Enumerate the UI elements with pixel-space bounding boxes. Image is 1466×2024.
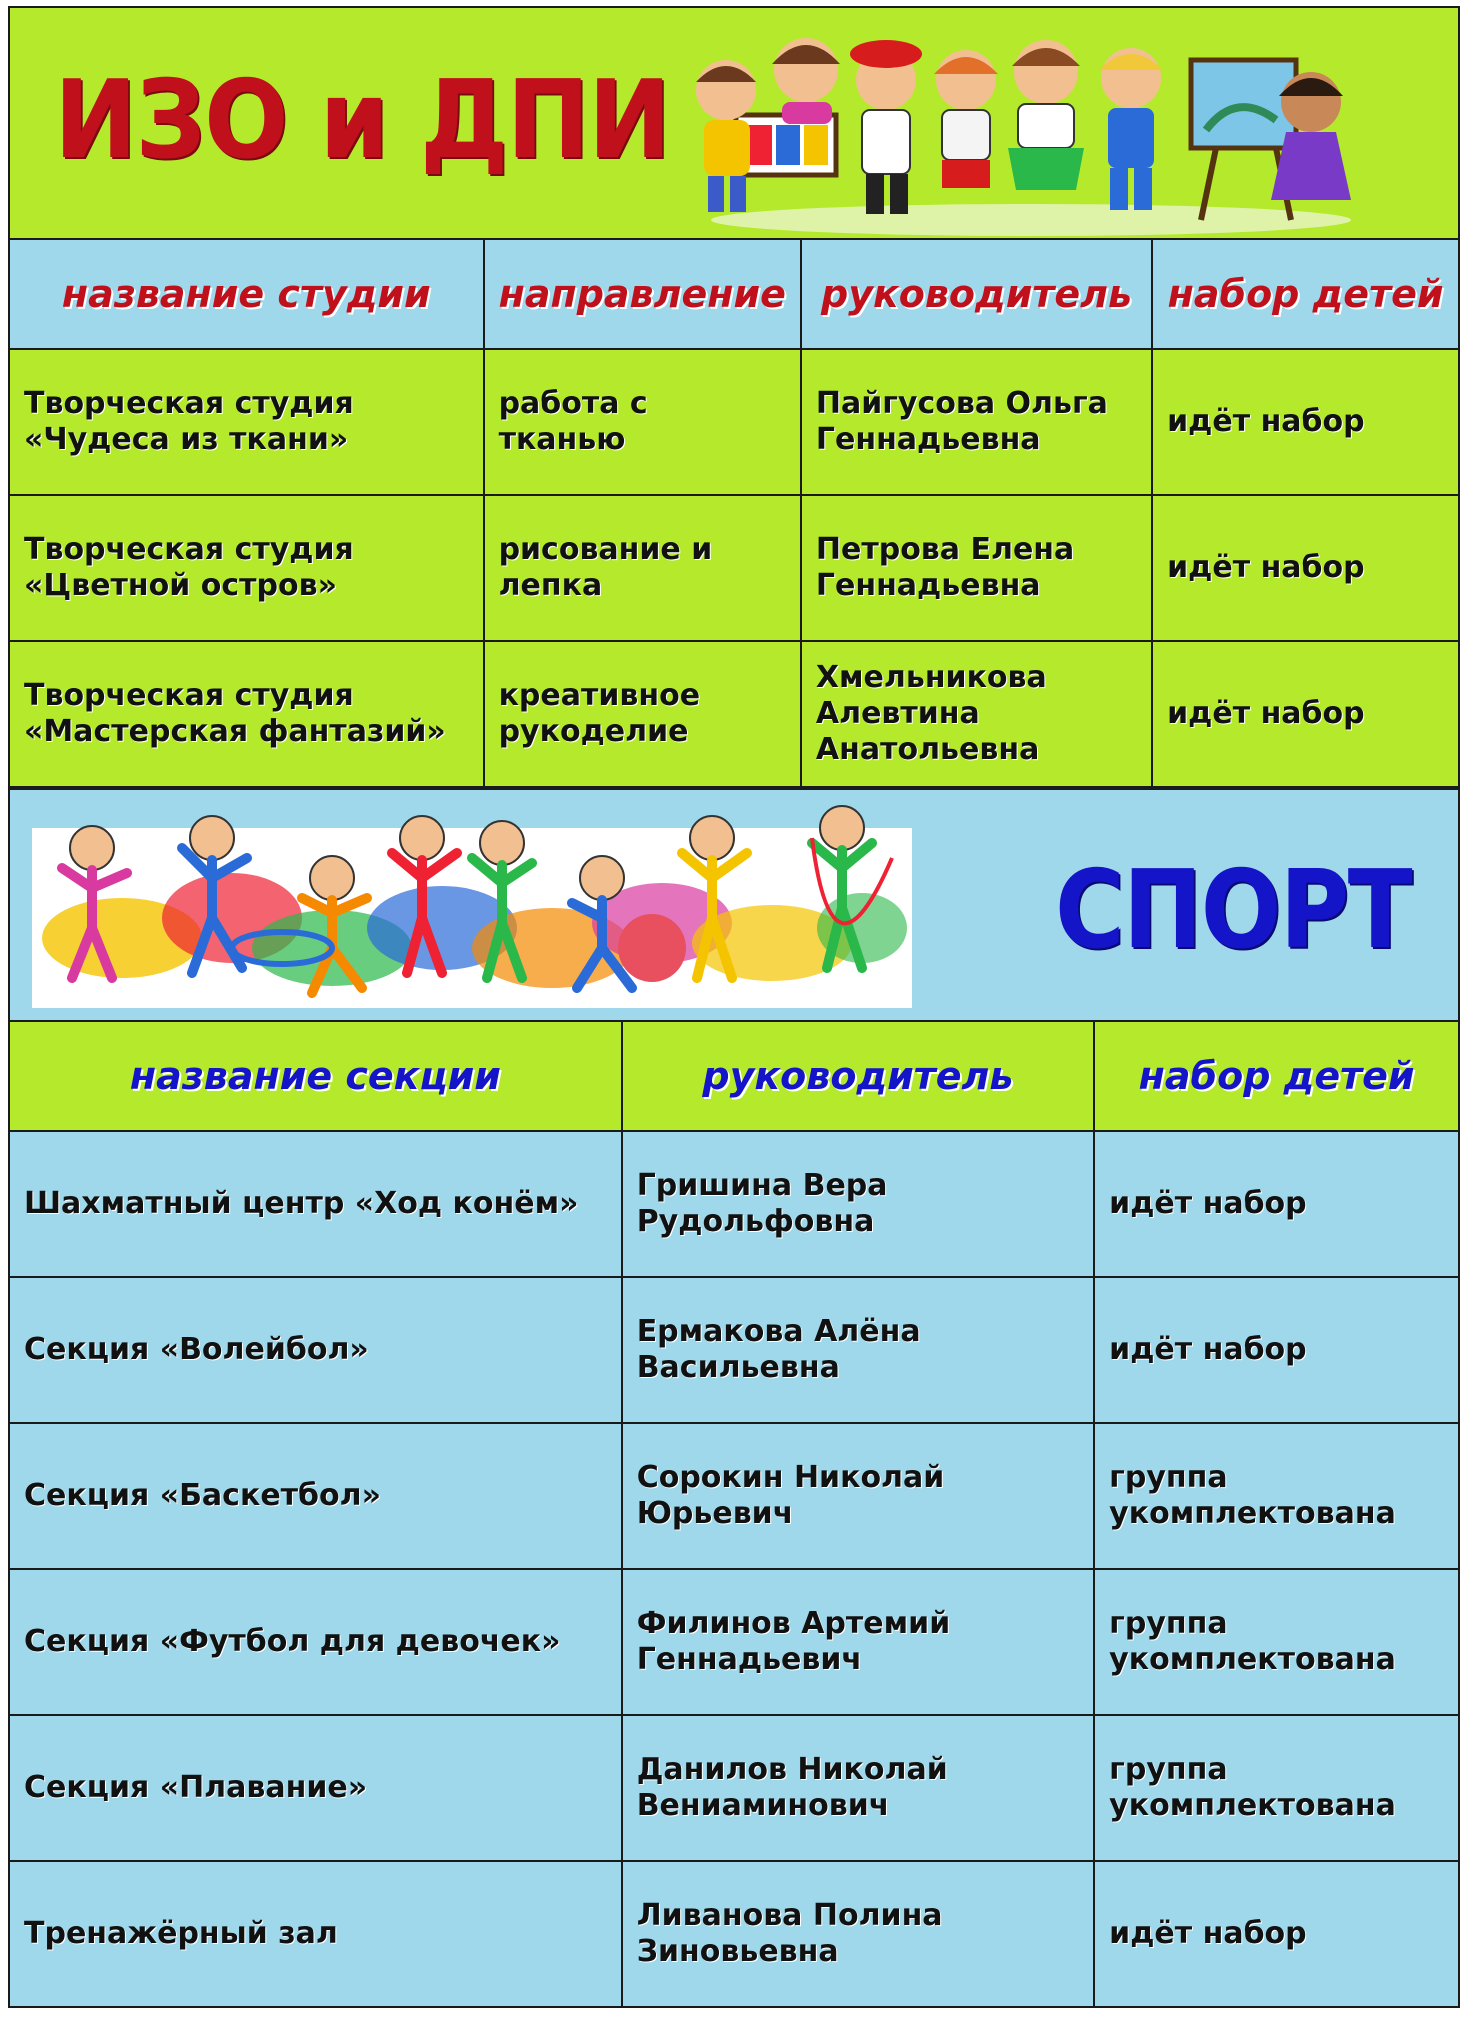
section-name: Секция «Плавание» <box>9 1715 622 1861</box>
section-status: идёт набор <box>1094 1861 1459 2007</box>
art-table-header <box>9 239 1459 349</box>
section-leader: Гришина Вера Рудольфовна <box>622 1131 1094 1277</box>
studio-status: идёт набор <box>1152 641 1459 787</box>
table-row <box>9 349 1459 495</box>
table-row <box>9 1569 1459 1715</box>
table-row <box>9 1277 1459 1423</box>
studio-name: Творческая студия «Мастерская фантазий» <box>9 641 484 787</box>
section-status: группа укомплектована <box>1094 1715 1459 1861</box>
art-banner <box>8 6 1460 240</box>
studio-status: идёт набор <box>1152 495 1459 641</box>
studio-name: Творческая студия «Цветной остров» <box>9 495 484 641</box>
section-name: Шахматный центр «Ход конём» <box>9 1131 622 1277</box>
kids-artists-clipart <box>686 20 1376 238</box>
section-leader: Ермакова Алёна Васильевна <box>622 1277 1094 1423</box>
table-row <box>9 1423 1459 1569</box>
header-studio-name: название студии <box>9 239 484 349</box>
section-name: Секция «Баскетбол» <box>9 1423 622 1569</box>
section-status: группа укомплектована <box>1094 1569 1459 1715</box>
section-leader: Сорокин Николай Юрьевич <box>622 1423 1094 1569</box>
table-row <box>9 1715 1459 1861</box>
studio-leader: Петрова Елена Геннадьевна <box>801 495 1152 641</box>
studio-direction: креативное рукоделие <box>484 641 801 787</box>
table-row <box>9 495 1459 641</box>
section-leader: Данилов Николай Вениаминович <box>622 1715 1094 1861</box>
page <box>8 6 1460 2016</box>
section-status: группа укомплектована <box>1094 1423 1459 1569</box>
header-leader: руководитель <box>801 239 1152 349</box>
table-row <box>9 1131 1459 1277</box>
kids-sports-paint-splash-clipart <box>32 798 912 1016</box>
studio-leader: Хмельникова Алевтина Анатольевна <box>801 641 1152 787</box>
section-leader: Ливанова Полина Зиновьевна <box>622 1861 1094 2007</box>
studio-name: Творческая студия «Чудеса из ткани» <box>9 349 484 495</box>
header-enrollment: набор детей <box>1152 239 1459 349</box>
studio-leader: Пайгусова Ольга Геннадьевна <box>801 349 1152 495</box>
sport-table <box>8 1020 1460 2008</box>
studio-direction: рисование и лепка <box>484 495 801 641</box>
section-status: идёт набор <box>1094 1277 1459 1423</box>
header-leader: руководитель <box>622 1021 1094 1131</box>
section-leader: Филинов Артемий Геннадьевич <box>622 1569 1094 1715</box>
header-enrollment: набор детей <box>1094 1021 1459 1131</box>
sport-table-header <box>9 1021 1459 1131</box>
header-direction: направление <box>484 239 801 349</box>
art-title: ИЗО и ДПИ <box>54 58 670 183</box>
section-status: идёт набор <box>1094 1131 1459 1277</box>
section-name: Секция «Волейбол» <box>9 1277 622 1423</box>
section-name: Секция «Футбол для девочек» <box>9 1569 622 1715</box>
table-row <box>9 641 1459 787</box>
table-row <box>9 1861 1459 2007</box>
section-name: Тренажёрный зал <box>9 1861 622 2007</box>
studio-direction: работа с тканью <box>484 349 801 495</box>
sport-title: СПОРТ <box>1055 848 1411 973</box>
header-section-name: название секции <box>9 1021 622 1131</box>
sport-banner <box>8 788 1460 1022</box>
art-table <box>8 238 1460 788</box>
studio-status: идёт набор <box>1152 349 1459 495</box>
